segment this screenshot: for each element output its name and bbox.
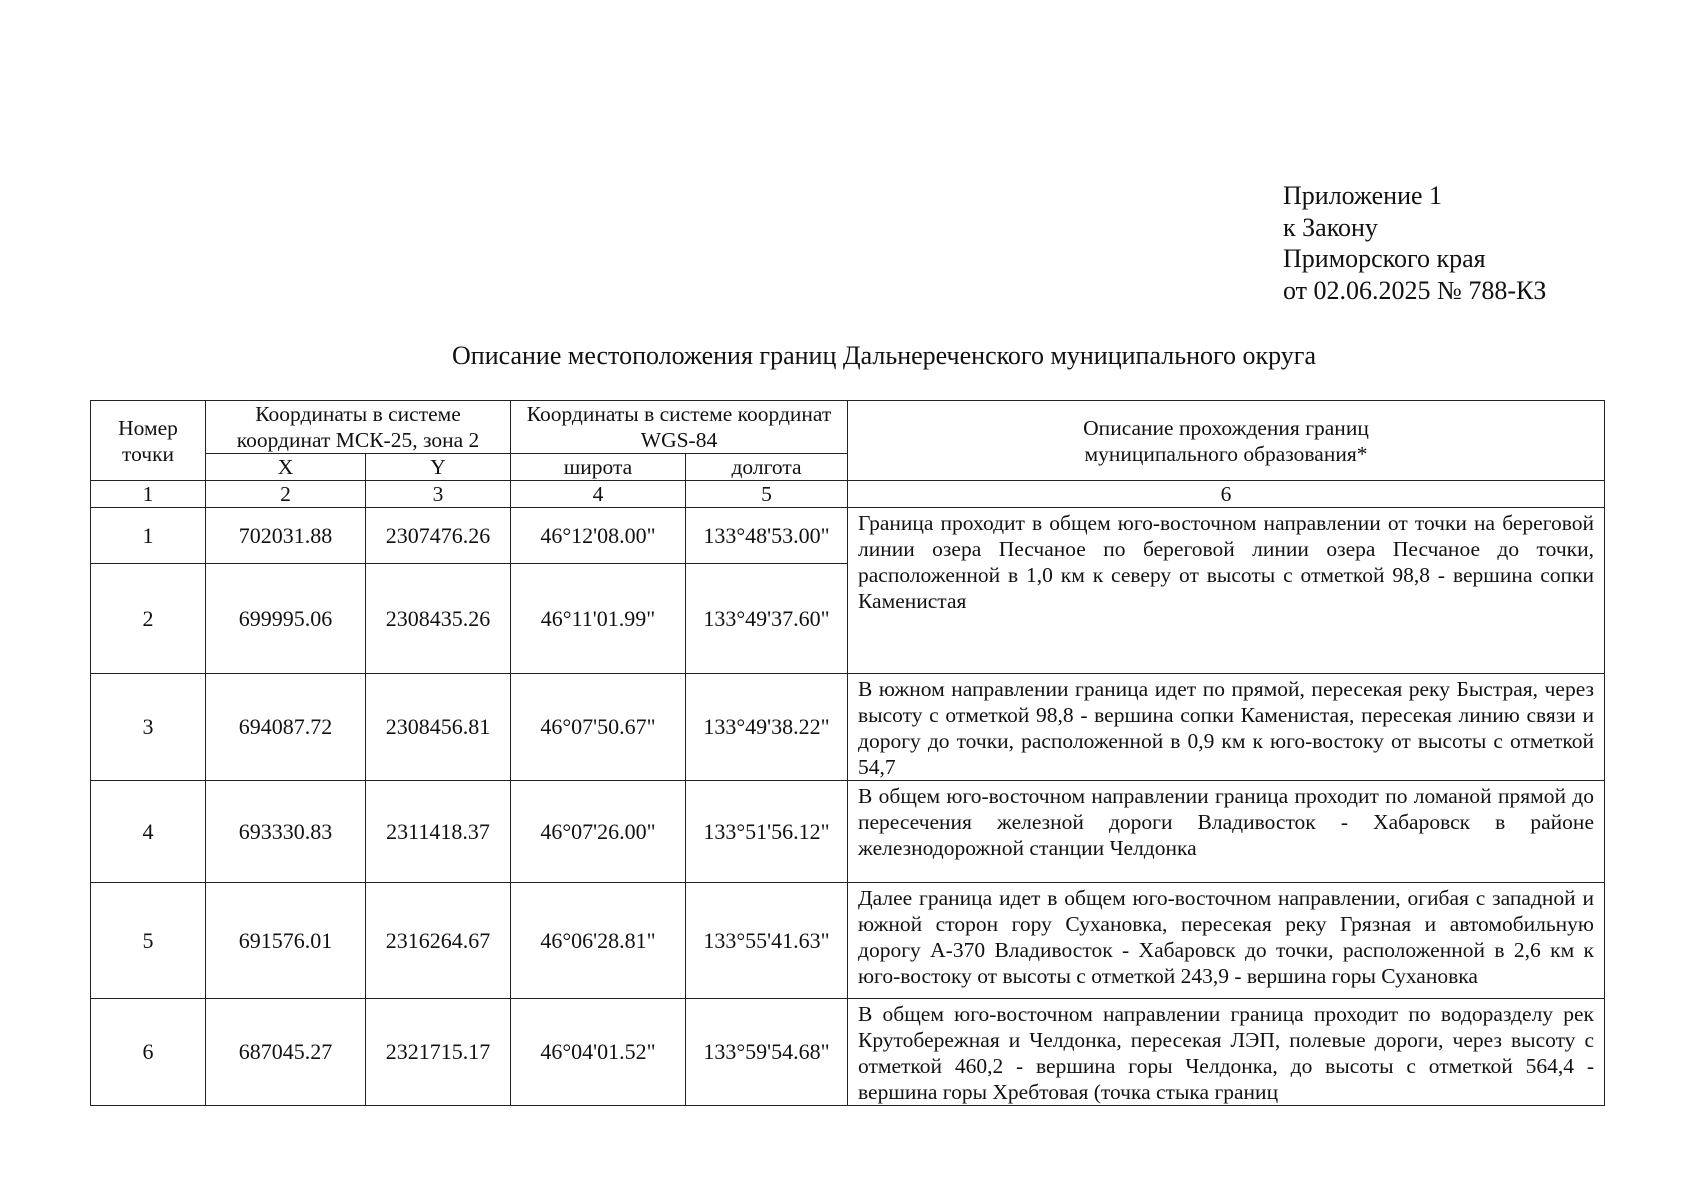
point-number: 1 xyxy=(91,508,206,564)
point-number: 3 xyxy=(91,674,206,781)
annex-line-4: от 02.06.2025 № 788-КЗ xyxy=(1283,275,1547,305)
boundary-points-table xyxy=(90,400,1605,1106)
longitude: 133°59'54.68" xyxy=(686,999,848,1106)
coord-x: 693330.83 xyxy=(206,781,366,883)
description-text: Далее граница идет в общем юго-восточном направлении, огибая с западной и южной сторон гору Сухановка, пересекая реку Грязная и автомобильную дорогу А-370 Владивосток - Хабаровск до точки, расположенной в 2,6 км к юго-востоку от высоты с отметкой 243,9 - вершина горы Сухановка xyxy=(858,886,1594,988)
coord-x: 691576.01 xyxy=(206,883,366,999)
longitude: 133°49'38.22" xyxy=(686,674,848,781)
header-wgs-coordinates: Координаты в системе координат WGS-84 xyxy=(511,401,848,454)
description-cell xyxy=(848,781,1605,883)
column-number: 6 xyxy=(848,481,1605,508)
annex-line-2: к Закону xyxy=(1283,212,1378,242)
latitude: 46°04'01.52" xyxy=(511,999,686,1106)
header-latitude: широта xyxy=(511,454,686,481)
description-cell xyxy=(848,508,1605,674)
column-number: 3 xyxy=(366,481,511,508)
latitude: 46°11'01.99" xyxy=(511,564,686,674)
point-number: 4 xyxy=(91,781,206,883)
column-number: 4 xyxy=(511,481,686,508)
description-text: В общем юго-восточном направлении граница проходит по ломаной прямой до пересечения железной дороги Владивосток - Хабаровск в районе железнодорожной станции Челдонка xyxy=(858,784,1594,860)
column-number: 1 xyxy=(91,481,206,508)
description-cell xyxy=(848,674,1605,781)
annex-line-1: Приложение 1 xyxy=(1283,181,1443,210)
coord-y: 2308435.26 xyxy=(366,564,511,674)
column-number: 2 xyxy=(206,481,366,508)
annex-block xyxy=(1283,180,1546,306)
annex-line-3: Приморского края xyxy=(1283,244,1486,273)
latitude: 46°12'08.00" xyxy=(511,508,686,564)
coord-y: 2311418.37 xyxy=(366,781,511,883)
coord-x: 702031.88 xyxy=(206,508,366,564)
description-text: Граница проходит в общем юго-восточном направлении от точки на береговой линии озера Песчаное по береговой линии озера Песчаное до точки, расположенной в 1,0 км к северу от высоты с отметкой 98,8 - вершина сопки Каменистая xyxy=(858,511,1594,613)
header-description-text: Описание прохождения границ муниципального образования* xyxy=(1083,415,1369,466)
coord-y: 2316264.67 xyxy=(366,883,511,999)
document-title: Описание местоположения границ Дальнереченского муниципального округа xyxy=(452,341,1316,370)
header-description xyxy=(848,401,1605,481)
table-row xyxy=(91,781,1605,883)
table-row xyxy=(91,674,1605,781)
header-longitude: долгота xyxy=(686,454,848,481)
header-point-number: Номер точки xyxy=(91,401,206,481)
latitude: 46°07'26.00" xyxy=(511,781,686,883)
description-cell xyxy=(848,883,1605,999)
column-number-row xyxy=(91,481,1605,508)
point-number: 2 xyxy=(91,564,206,674)
description-text: В южном направлении граница идет по прямой, пересекая реку Быстрая, через высоту с отметкой 98,8 - вершина сопки Каменистая, пересекая линию связи и дорогу до точки, расположенной в 0,9 км к юго-востоку от высоты с отметкой 54,7 xyxy=(858,677,1594,779)
header-x: X xyxy=(206,454,366,481)
point-number: 5 xyxy=(91,883,206,999)
longitude: 133°48'53.00" xyxy=(686,508,848,564)
coord-x: 699995.06 xyxy=(206,564,366,674)
point-number: 6 xyxy=(91,999,206,1106)
latitude: 46°06'28.81" xyxy=(511,883,686,999)
header-y: Y xyxy=(366,454,511,481)
column-number: 5 xyxy=(686,481,848,508)
header-msk-coordinates: Координаты в системе координат МСК-25, зона 2 xyxy=(206,401,511,454)
longitude: 133°51'56.12" xyxy=(686,781,848,883)
coord-x: 694087.72 xyxy=(206,674,366,781)
longitude: 133°49'37.60" xyxy=(686,564,848,674)
table-row xyxy=(91,999,1605,1106)
coord-y: 2307476.26 xyxy=(366,508,511,564)
description-cell xyxy=(848,999,1605,1106)
longitude: 133°55'41.63" xyxy=(686,883,848,999)
coord-y: 2308456.81 xyxy=(366,674,511,781)
header-row-1 xyxy=(91,401,1605,454)
description-text: В общем юго-восточном направлении граница проходит по водоразделу рек Крутобережная и Челдонка, пересекая ЛЭП, полевые дороги, через высоту с отметкой 460,2 - вершина горы Челдонка, до высоты с отметкой 564,4 - вершина горы Хребтовая (точка стыка границ xyxy=(858,1002,1594,1104)
table-row xyxy=(91,508,1605,564)
coord-y: 2321715.17 xyxy=(366,999,511,1106)
latitude: 46°07'50.67" xyxy=(511,674,686,781)
table-row xyxy=(91,883,1605,999)
coord-x: 687045.27 xyxy=(206,999,366,1106)
